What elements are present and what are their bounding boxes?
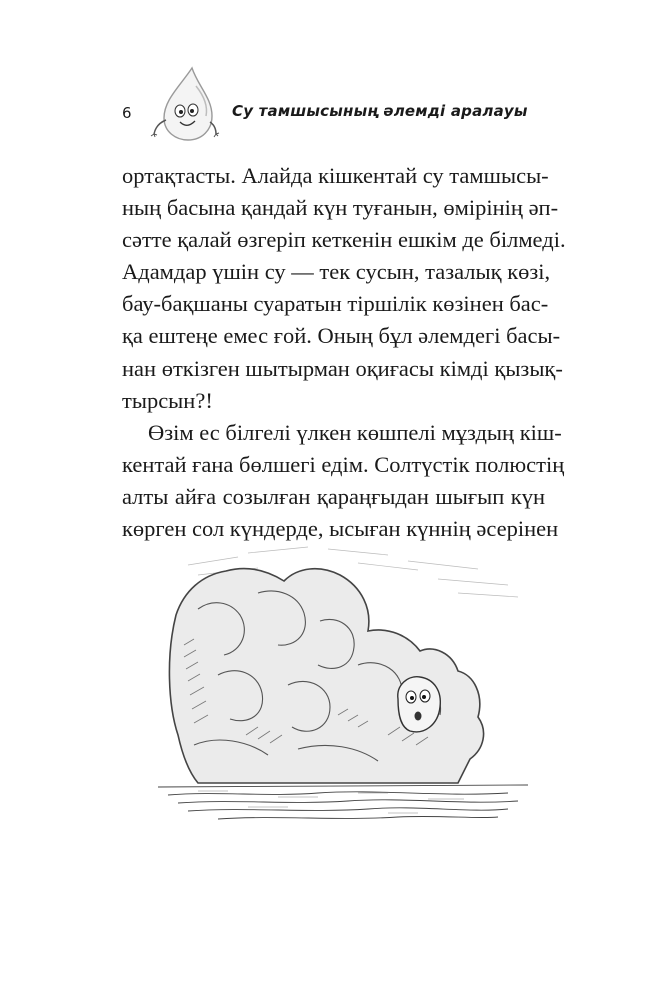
text-line: ның басына қандай күн туғанын, өмірінің әп- xyxy=(122,195,559,221)
page-header xyxy=(0,64,667,144)
body-text xyxy=(122,160,566,545)
iceberg-with-water-drop-illustration xyxy=(158,535,528,825)
text-line: нан өткізген шытырман оқиғасы кімді қызық- xyxy=(122,355,563,381)
text-line: Өзім ес білгелі үлкен көшпелі мұздың кіш- xyxy=(148,419,562,445)
text-line: бау-бақшаны суаратын тіршілік көзінен бас- xyxy=(122,291,549,317)
text-line: көрген сол күндерде, ысыған күннің әсерінен xyxy=(122,516,559,542)
water-drop-character-icon xyxy=(150,64,220,144)
text-line: Адамдар үшін су — тек сусын, тазалық көзі, xyxy=(122,259,551,285)
text-line: ортақтасты. Алайда кішкентай су тамшысы- xyxy=(122,163,549,188)
text-line: алты айға созылған қараңғыдан шығып күн xyxy=(122,483,545,509)
page-number: 6 xyxy=(122,104,132,122)
running-title: Су тамшысының әлемді аралауы xyxy=(232,102,528,120)
text-line: қа ештеңе емес ғой. Оның бұл әлемдегі баcы- xyxy=(122,323,561,349)
text-line: сәтте қалай өзгеріп кеткенін ешкім де білмеді. xyxy=(122,227,566,253)
text-line: кентай ғана бөлшегі едім. Солтүстік полюстің xyxy=(122,451,565,477)
text-line: тырсын?! xyxy=(122,387,213,413)
